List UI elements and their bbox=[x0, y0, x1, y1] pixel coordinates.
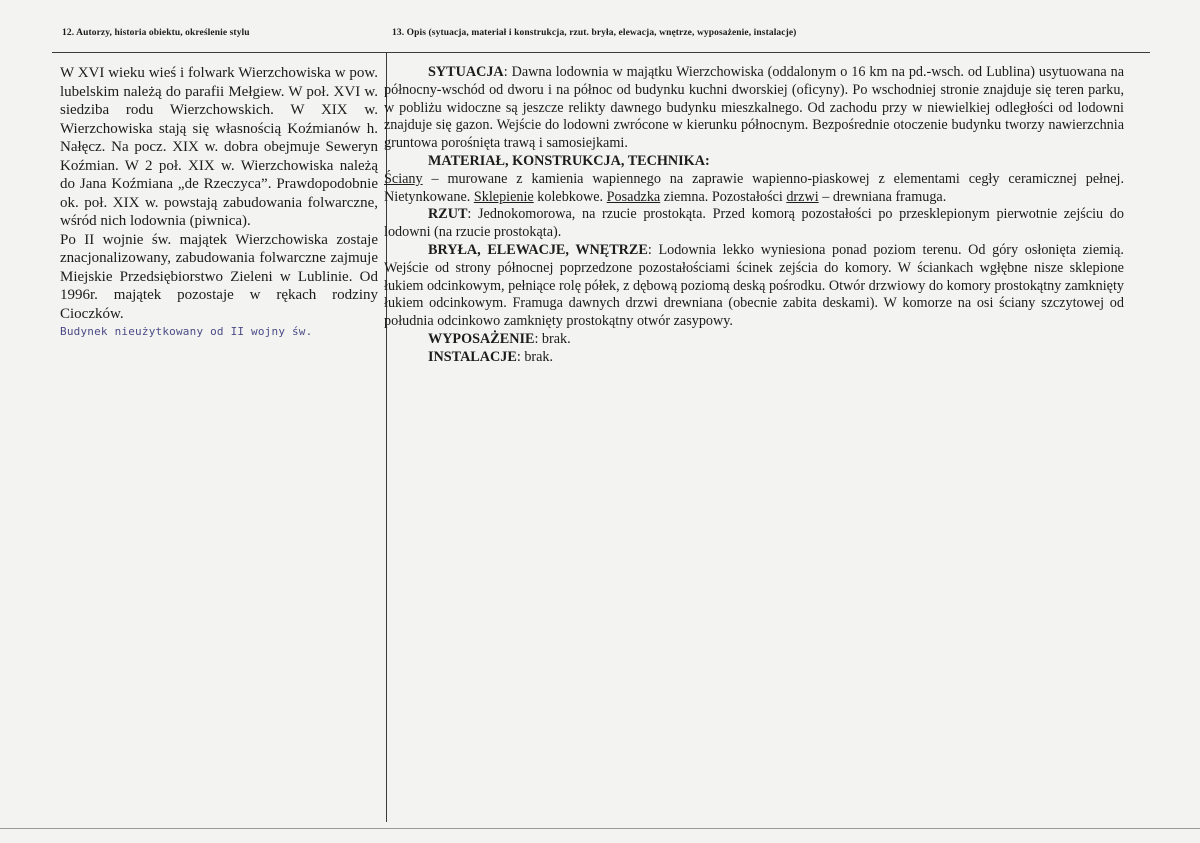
posadzka-label: Posadzka bbox=[606, 188, 661, 205]
drzwi-label: drzwi bbox=[786, 188, 819, 205]
bottom-rule bbox=[0, 828, 1200, 829]
sytuacja-text: : Dawna lodownia w majątku Wierzchowiska (oddalonym o 16 km na pd.-wsch. od Lublina) usytuowana na północny-wschód od dworu i na północ od budynku kuchni dworskiej (oficyny). Po wschodniej stronie znajduje się teren parku, w pobliżu widoczne są jeszcze relikty dawnego budynku mieszkalnego. Od zachodu przy w niewielkiej odległości od lodowni znajduje się gazon. Wejście do lodowni zwrócone w kierunku północnym. Bezpośrednie otoczenie budynku tworzy nawierzchnia gruntowa porośnięta trawą i samosiejkami. bbox=[384, 64, 1124, 152]
wyposazenie-paragraph bbox=[384, 331, 1124, 349]
posadzka-text: ziemna. Pozostałości bbox=[660, 188, 787, 205]
instalacje-heading: INSTALACJE bbox=[428, 348, 517, 365]
sklepienie-text: kolebkowe. bbox=[533, 188, 607, 205]
sciany-label: Ściany bbox=[384, 170, 423, 187]
section-header-description: 13. Opis (sytuacja, materiał i konstrukcja, rzut. bryła, elewacja, wnętrze, wyposażenie, instalacje) bbox=[392, 28, 797, 38]
description-column bbox=[384, 64, 1124, 367]
bryla-paragraph bbox=[384, 242, 1124, 331]
sytuacja-heading: SYTUACJA bbox=[428, 64, 504, 80]
instalacje-text: : brak. bbox=[516, 348, 554, 365]
rzut-paragraph bbox=[384, 206, 1124, 242]
bryla-text: : Lodownia lekko wyniesiona ponad poziom terenu. Od góry osłonięta ziemią. Wejście od strony północnej poprzedzone pozostałościami ścinek zejścia do komory. W ściankach wgłębne nisze sklepione łukiem odcinkowym, pełniące rolę półek, z dębową poziomą deską pośrodku. Otwór drzwiowy do komory prostokątny zamknięty łukiem odcinkowym. Framuga dawnych drzwi drewniana (obecnie zabita deskami). W komorze na osi ściany szczytowej od południa odcinkowo zamknięty prostokątny otwór zasypowy. bbox=[384, 241, 1124, 330]
horizontal-rule bbox=[52, 52, 1150, 53]
rzut-heading: RZUT bbox=[428, 206, 468, 223]
wyposazenie-heading: WYPOSAŻENIE bbox=[428, 330, 535, 347]
history-column bbox=[60, 64, 378, 340]
section-header-history: 12. Autorzy, historia obiektu, określenie stylu bbox=[62, 28, 250, 38]
rzut-text: : Jednokomorowa, na rzucie prostokąta. Przed komorą pozostałości po przesklepionym pierwotnie zejściu do lodowni (na rzucie prostokąta). bbox=[384, 206, 1124, 241]
history-paragraph-2: Po II wojnie św. majątek Wierzchowiska zostaje znacjonalizowany, zabudowania folwarczne zajmuje Miejskie Przedsiębiorstwo Zieleni w Lublinie. Od 1996r. majątek pozostaje w rękach rodziny Cioczków. bbox=[60, 231, 378, 322]
bryla-heading: BRYŁA, ELEWACJE, WNĘTRZE bbox=[428, 241, 648, 258]
material-paragraph bbox=[384, 171, 1124, 207]
instalacje-paragraph bbox=[384, 349, 1124, 367]
sklepienie-label: Sklepienie bbox=[473, 188, 534, 205]
drzwi-text: – drewniana framuga. bbox=[818, 188, 947, 205]
wyposazenie-text: : brak. bbox=[534, 330, 571, 347]
sytuacja-paragraph bbox=[384, 64, 1124, 153]
history-paragraph-1: W XVI wieku wieś i folwark Wierzchowiska w pow. lubelskim należą do parafii Mełgiew. W poł. XVI w. siedziba rodu Wierzchowskich. W XIX w. Wierzchowiska stają się własnością Koźmianów h. Nałęcz. Na pocz. XIX w. dobra obejmuje Seweryn Koźmian. W 2 poł. XIX w. Wierzchowiska należą do Jana Koźmiana „de Rzeczyca”. Prawdopodobnie ok. poł. XIX w. powstają zabudowania folwarczne, wśród nich lodownia (piwnica). bbox=[60, 65, 378, 229]
sciany-text: – murowane z kamienia wapiennego na zaprawie wapienno-piaskowej z elementami cegły ceramicznej pełnej. Nietynkowane. bbox=[384, 170, 1124, 205]
handwritten-note: Budynek nieużytkowany od II wojny św. bbox=[60, 325, 313, 338]
material-heading: MATERIAŁ, KONSTRUKCJA, TECHNIKA: bbox=[428, 152, 710, 169]
